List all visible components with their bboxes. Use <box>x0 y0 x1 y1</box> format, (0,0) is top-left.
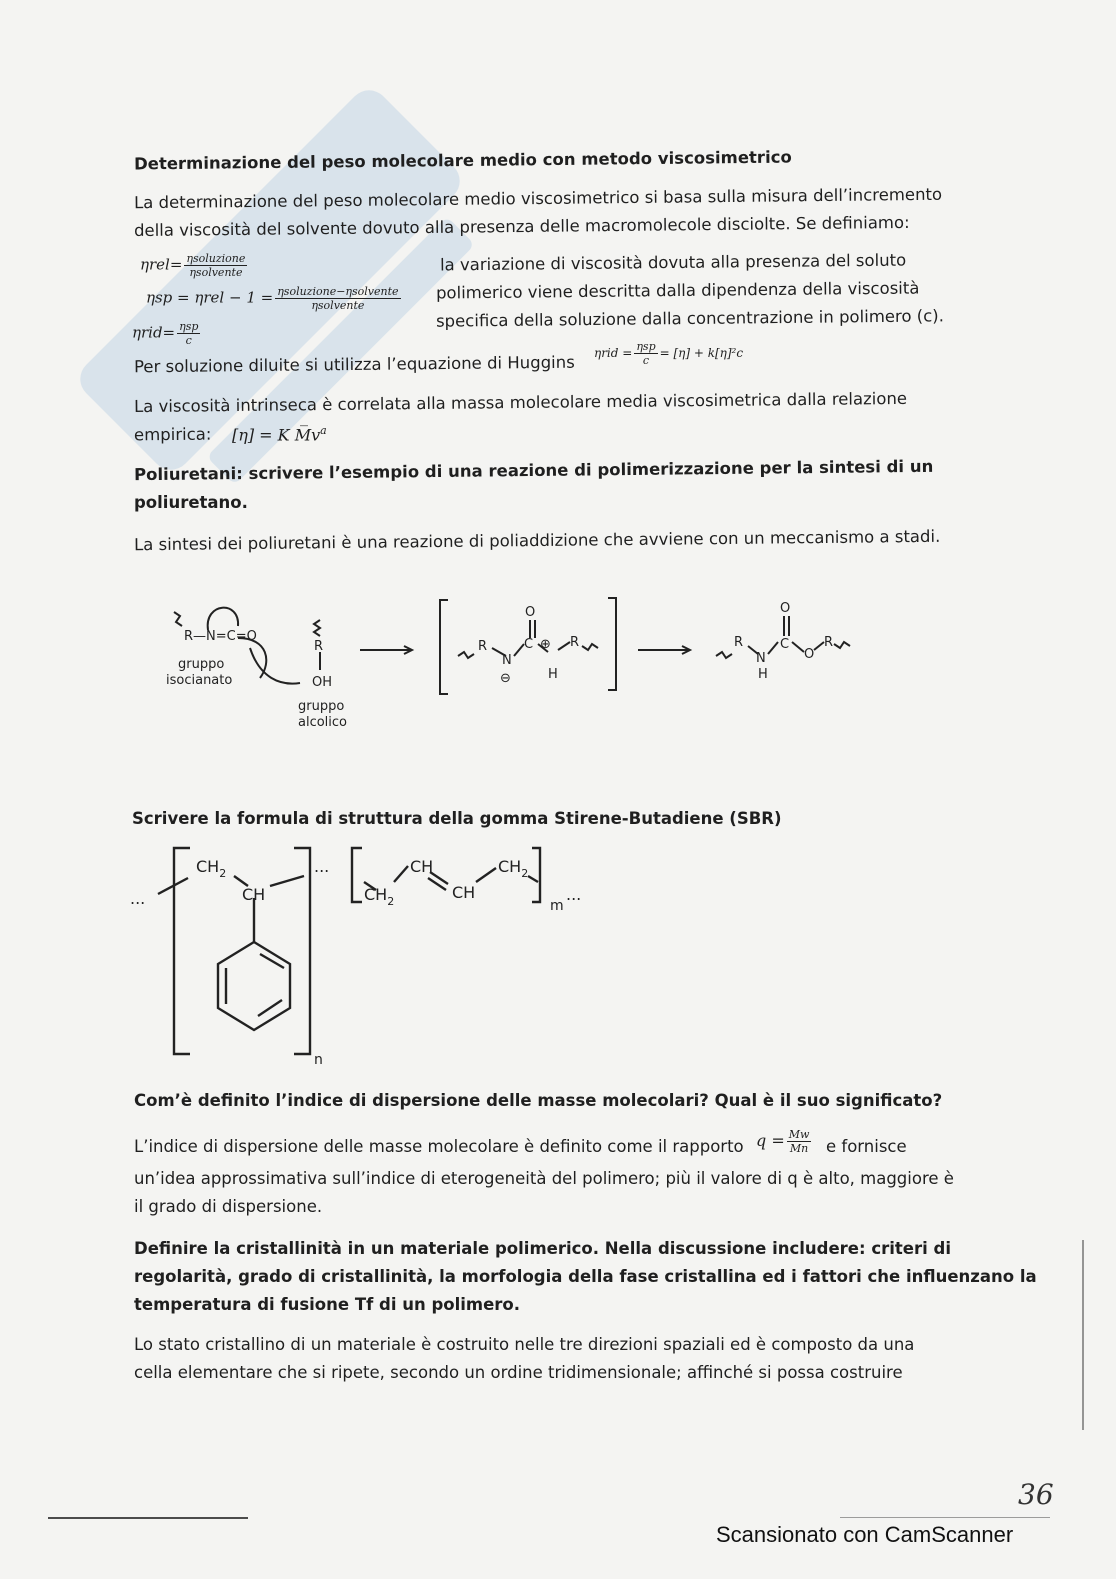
paragraph-3: La sintesi dei poliuretani è una reazione di poliaddizione che avviene con un meccanismo a stadi. <box>133 526 941 555</box>
camscanner-footer: Scansionato con CamScanner <box>716 1522 1014 1547</box>
paragraph-1-line-1: La determinazione del peso molecolare medio viscosimetrico si basa sulla misura dell’incremento <box>133 184 943 213</box>
heading-viscosimetric: Determinazione del peso molecolare medio con metodo viscosimetrico <box>133 147 792 174</box>
bond <box>514 644 524 656</box>
atom-label: N <box>756 651 766 666</box>
scan-edge-line <box>840 1517 1050 1518</box>
electron-arrow <box>250 648 300 684</box>
bond-squiggle <box>582 644 598 650</box>
sbr-structure <box>130 842 600 1074</box>
alcohol-label: gruppo <box>298 699 345 714</box>
bond-squiggle <box>314 620 320 636</box>
bracket-right <box>532 848 540 902</box>
ch2-group: $CH_2$ <box>498 857 529 880</box>
ch-group: CH <box>452 883 476 902</box>
paragraph-5-line-1: Lo stato cristallino di un materiale è costruito nelle tre direzioni spaziali ed è composto da una <box>134 1335 915 1354</box>
bond <box>528 876 538 882</box>
heading-dispersion: Com’è definito l’indice di dispersione delle masse molecolari? Qual è il suo significato? <box>134 1091 943 1110</box>
mark-houwink-formula: [η] = K $M̅v^a$ <box>232 424 327 445</box>
alcohol-label: alcolico <box>298 715 348 730</box>
isocyanate-formula: R—N=C=O <box>184 629 257 644</box>
atom-label: H <box>758 667 768 682</box>
ch-group: CH <box>242 885 266 904</box>
atom-label: R <box>478 639 488 654</box>
bond <box>270 876 304 886</box>
atom-label: C <box>780 637 790 652</box>
paragraph-4-line-1b: e fornisce <box>826 1137 907 1156</box>
atom-label: R <box>824 635 834 650</box>
atom-label: R <box>734 635 744 650</box>
page-number: 36 <box>1018 1478 1054 1511</box>
charge-label: ⊖ <box>500 671 511 686</box>
huggins-equation: ηrid = $\frac{\text{ηsp}}{c}$ = [η] + k[η]²c <box>594 340 744 367</box>
benzene-ring <box>218 942 290 1030</box>
bond-squiggle <box>458 652 474 658</box>
paragraph-2-line-1: La viscosità intrinseca è correlata alla massa molecolare media viscosimetrica dalla relazione <box>133 388 908 417</box>
alcohol-oh: OH <box>312 675 333 690</box>
bracket-right <box>608 598 616 690</box>
isocyanate-label: isocianato <box>166 673 233 688</box>
dots: ... <box>314 857 330 876</box>
paragraph-2-line-2: empirica: <box>133 424 212 445</box>
heading-crystallinity-line-2: regolarità, grado di cristallinità, la morfologia della fase cristallina ed i fattori che influenzano la <box>134 1267 1037 1286</box>
polyurethane-reaction-scheme <box>160 590 880 740</box>
bracket-left <box>352 848 362 902</box>
atom-label: O <box>804 647 815 662</box>
heading-crystallinity-line-1: Definire la cristallinità in un materiale polimerico. Nella discussione includere: criteri di <box>134 1239 951 1258</box>
bond <box>768 642 778 654</box>
atom-label: H <box>548 667 558 682</box>
dots: ... <box>566 885 582 904</box>
bond <box>394 866 408 882</box>
eq-eta-rid: ηrid= $\frac{\text{ηsp}}{c}$ <box>132 320 199 347</box>
side-text-line-3: specifica della soluzione dalla concentrazione in polimero (c). <box>435 306 945 331</box>
scan-edge-line <box>48 1517 248 1519</box>
ch-group: CH <box>410 857 434 876</box>
atom-label: C <box>524 637 534 652</box>
electron-arrow <box>208 608 238 630</box>
atom-label: N <box>502 653 512 668</box>
isocyanate-label: gruppo <box>178 657 225 672</box>
atom-label: R <box>570 635 580 650</box>
bond-squiggle <box>834 642 850 648</box>
scan-edge-line <box>1082 1240 1084 1430</box>
paragraph-5-line-2: cella elementare che si ripete, secondo un ordine tridimensionale; affinché si possa costruire <box>134 1363 903 1382</box>
huggins-text: Per soluzione diluite si utilizza l’equazione di Huggins <box>133 352 575 377</box>
bond-squiggle <box>716 652 732 658</box>
dots: ... <box>130 889 146 908</box>
dispersion-formula: q = $\frac{Mw}{Mn}$ <box>756 1128 810 1155</box>
eq-eta-sp: ηsp = ηrel − 1 = $\frac{\text{ηsoluzione−ηsolvente}}{\text{ηsolvente}}$ <box>146 285 399 312</box>
subscript-m: m <box>550 898 564 914</box>
benzene-double-bond <box>258 1000 282 1016</box>
side-text-line-2: polimerico viene descritta dalla dipendenza della viscosità <box>435 278 920 303</box>
heading-polyurethane-line-2: poliuretano. <box>134 493 248 512</box>
bond-squiggle <box>174 612 182 626</box>
heading-crystallinity-line-3: temperatura di fusione Tf di un polimero. <box>134 1295 521 1314</box>
bond <box>792 642 804 652</box>
heading-sbr: Scrivere la formula di struttura della gomma Stirene-Butadiene (SBR) <box>132 809 782 828</box>
bond <box>814 642 824 650</box>
paragraph-4-line-3: il grado di dispersione. <box>134 1197 323 1216</box>
paragraph-4-line-1a: L’indice di dispersione delle masse molecolare è definito come il rapporto <box>134 1137 744 1156</box>
subscript-n: n <box>314 1052 323 1068</box>
heading-polyurethane-line-1: Poliuretani: scrivere l’esempio di una reazione di polimerizzazione per la sintesi di un <box>133 456 934 485</box>
bond <box>476 868 496 882</box>
bond <box>558 642 570 650</box>
benzene-double-bond <box>260 954 284 968</box>
ch2-group: $CH_2$ <box>196 857 227 880</box>
eq-eta-rel: ηrel= $\frac{\text{ηsoluzione}}{\text{ηsolvente}}$ <box>140 252 246 279</box>
charge-label: ⊕ <box>540 637 551 652</box>
alcohol-r: R <box>314 639 324 654</box>
bracket-left <box>440 600 448 694</box>
electron-arrow <box>238 638 266 678</box>
paragraph-1-line-2: della viscosità del solvente dovuto alla presenza delle macromolecole disciolte. Se definiamo: <box>133 212 910 241</box>
ch2-group: $CH_2$ <box>364 885 395 908</box>
atom-label: O <box>780 601 791 616</box>
paragraph-4-line-2: un’idea approssimativa sull’indice di eterogeneità del polimero; più il valore di q è alto, maggiore è <box>134 1169 954 1188</box>
side-text-line-1: la variazione di viscosità dovuta alla presenza del soluto <box>439 250 907 275</box>
atom-label: O <box>525 605 536 620</box>
